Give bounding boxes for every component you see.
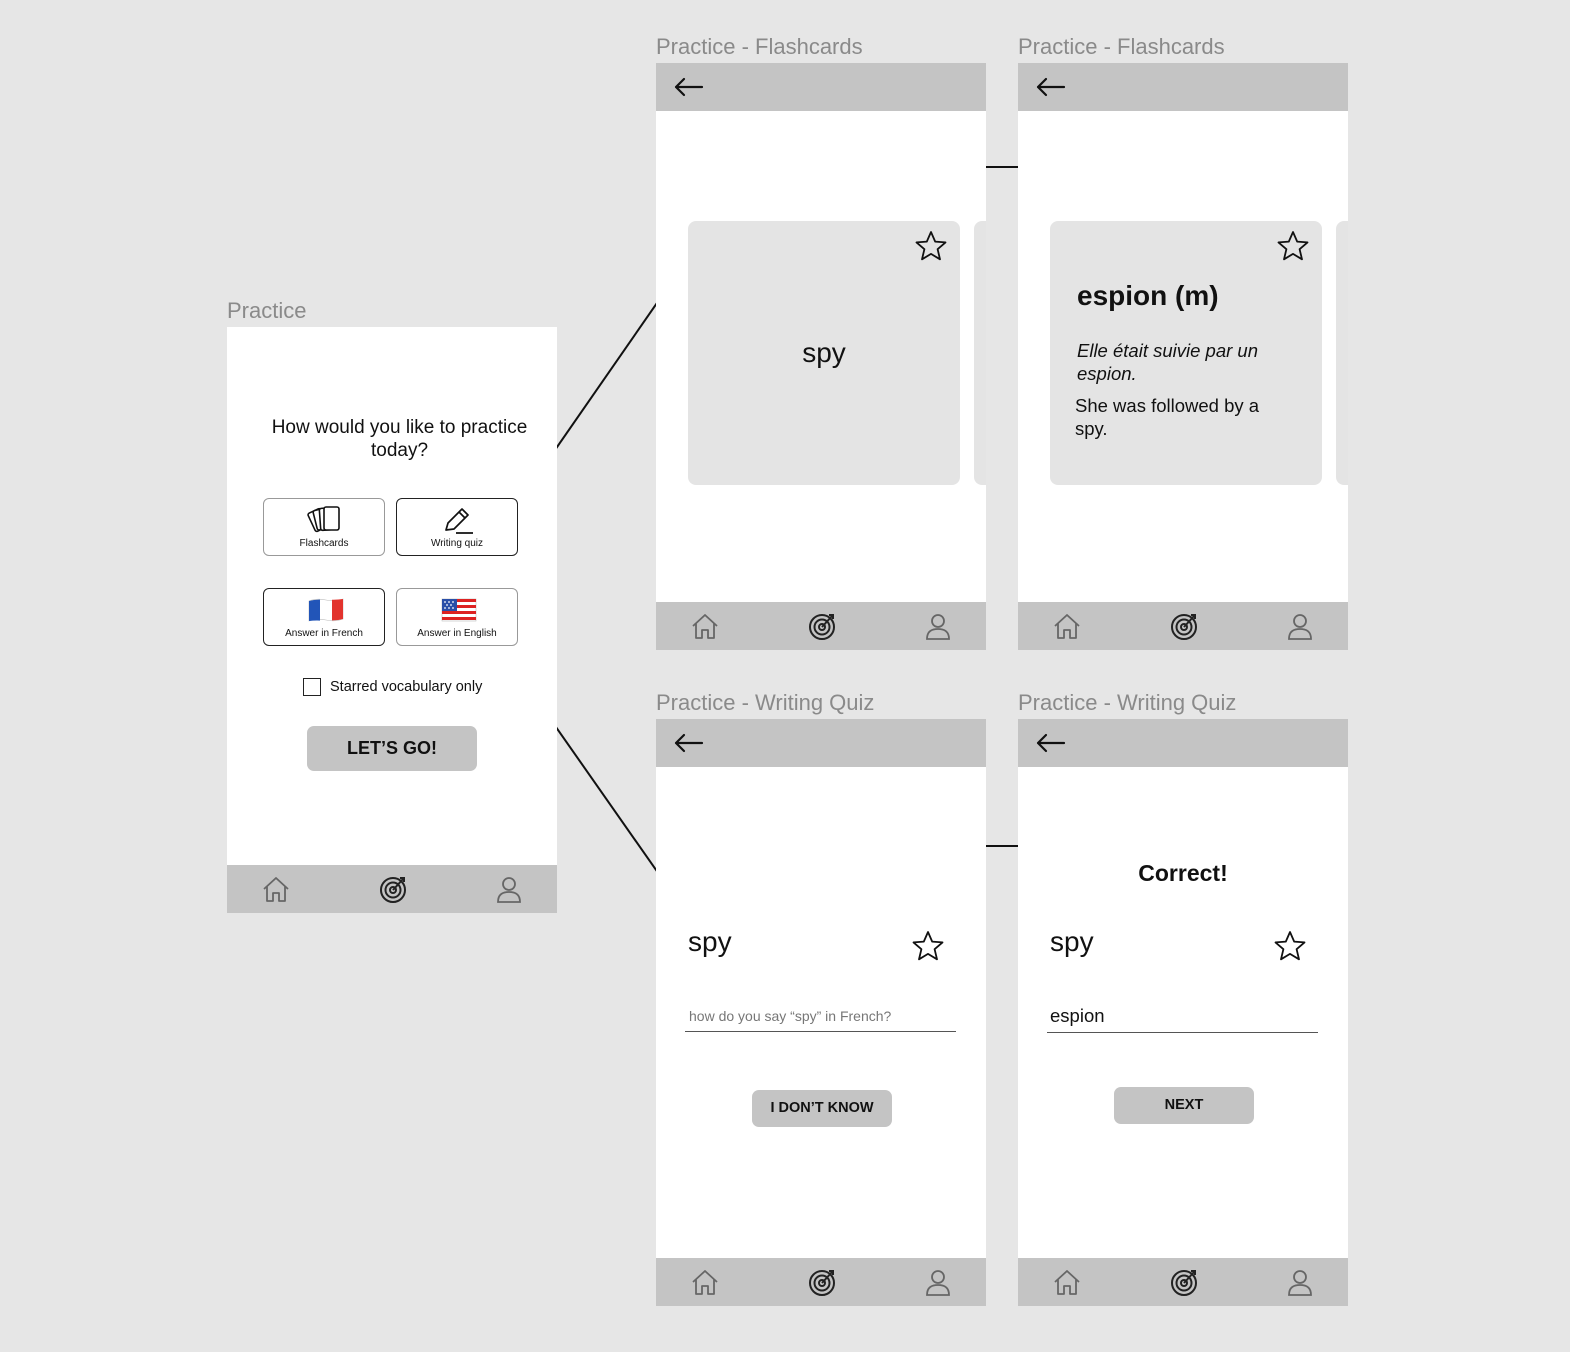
home-icon[interactable] [1052, 611, 1082, 641]
star-icon[interactable] [1273, 929, 1307, 963]
back-arrow-icon[interactable] [1034, 729, 1068, 757]
writing-quiz-result-screen [1018, 719, 1348, 1306]
flashcard-word: spy [802, 337, 846, 368]
flashcards-icon [307, 504, 343, 541]
pencil-icon [442, 506, 476, 541]
writing-quiz-option-button[interactable] [396, 498, 518, 556]
writing-quiz-screen [656, 719, 986, 1306]
home-icon[interactable] [1052, 1267, 1082, 1297]
bottom-nav [1018, 1258, 1348, 1306]
profile-icon[interactable] [1285, 1267, 1315, 1297]
back-arrow-icon[interactable] [672, 73, 706, 101]
starred-only-label: Starred vocabulary only [330, 679, 483, 695]
next-flashcard-peek[interactable] [974, 221, 986, 485]
answer-in-english-option-button[interactable] [396, 588, 518, 646]
answer-input[interactable] [1047, 1002, 1318, 1033]
flashcard-example-english: She was followed by a spy. [1075, 395, 1260, 439]
profile-icon[interactable] [1285, 611, 1315, 641]
flashcard-term: espion (m) [1077, 280, 1219, 311]
flashcard[interactable] [1050, 221, 1322, 485]
frame-title-writing-quiz-result: Practice - Writing Quiz [1018, 690, 1237, 715]
flashcards-option-button[interactable] [263, 498, 385, 556]
home-icon[interactable] [690, 1267, 720, 1297]
answer-in-french-option-label: Answer in French [285, 628, 363, 639]
starred-only-checkbox[interactable] [303, 678, 321, 696]
back-arrow-icon[interactable] [672, 729, 706, 757]
star-icon[interactable] [1276, 229, 1310, 263]
top-bar [1018, 719, 1348, 767]
answer-in-english-option-label: Answer in English [417, 628, 497, 639]
france-flag-icon [308, 597, 344, 628]
profile-icon[interactable] [494, 874, 524, 904]
answer-input-value: espion [1050, 1005, 1105, 1026]
quiz-word: spy [1050, 926, 1094, 957]
practice-question: How would you like to practice today? [271, 417, 528, 461]
frame-title-practice: Practice [227, 298, 307, 323]
bottom-nav [227, 865, 557, 913]
home-icon[interactable] [261, 874, 291, 904]
top-bar [1018, 63, 1348, 111]
answer-input-placeholder: how do you say “spy” in French? [689, 1008, 892, 1024]
star-icon[interactable] [911, 929, 945, 963]
flashcard[interactable] [688, 221, 960, 485]
lets-go-button[interactable]: LET’S GO! [307, 726, 477, 771]
flashcard-example-french: Elle était suivie par un espion. [1077, 340, 1258, 384]
target-icon[interactable] [807, 1267, 837, 1297]
next-button[interactable]: NEXT [1114, 1087, 1254, 1124]
bottom-nav [656, 1258, 986, 1306]
target-icon[interactable] [1169, 1267, 1199, 1297]
flashcards-back-screen [1018, 63, 1348, 650]
back-arrow-icon[interactable] [1034, 73, 1068, 101]
frame-title-writing-quiz: Practice - Writing Quiz [656, 690, 875, 715]
frame-title-flashcards-front: Practice - Flashcards [656, 34, 863, 59]
top-bar [656, 719, 986, 767]
home-icon[interactable] [690, 611, 720, 641]
target-icon[interactable] [807, 611, 837, 641]
answer-input[interactable] [685, 1005, 956, 1032]
writing-quiz-option-label: Writing quiz [430, 538, 484, 549]
practice-screen [227, 327, 557, 913]
answer-in-french-option-button[interactable] [263, 588, 385, 646]
i-dont-know-button[interactable]: I DON’T KNOW [752, 1090, 892, 1127]
frame-title-flashcards-back: Practice - Flashcards [1018, 34, 1225, 59]
flashcards-front-screen [656, 63, 986, 650]
bottom-nav [1018, 602, 1348, 650]
bottom-nav [656, 602, 986, 650]
result-feedback: Correct! [1138, 860, 1228, 886]
next-flashcard-peek[interactable] [1336, 221, 1348, 485]
quiz-word: spy [688, 926, 732, 957]
profile-icon[interactable] [923, 611, 953, 641]
flashcards-option-label: Flashcards [299, 538, 349, 549]
usa-flag-icon [441, 597, 477, 628]
profile-icon[interactable] [923, 1267, 953, 1297]
target-icon[interactable] [378, 874, 408, 904]
target-icon[interactable] [1169, 611, 1199, 641]
top-bar [656, 63, 986, 111]
star-icon[interactable] [914, 229, 948, 263]
